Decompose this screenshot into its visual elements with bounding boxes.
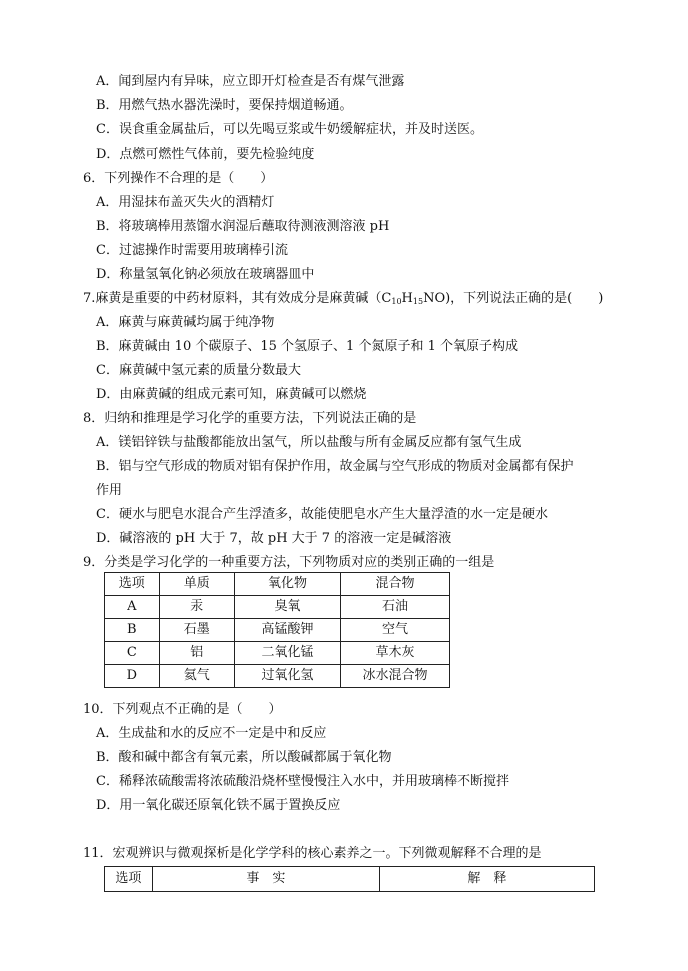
q5-option-b: B．用燃气热水器洗澡时，要保持烟道畅通。 — [96, 98, 353, 113]
table-row — [105, 619, 450, 642]
table-header-row — [105, 867, 595, 892]
table-cell: 氦气 — [159, 665, 234, 688]
table-cell: C — [105, 642, 160, 665]
table-header-cell: 选项 — [105, 867, 153, 892]
q6-option-a: A．用湿抹布盖灭失火的酒精灯 — [96, 195, 275, 210]
q7-option-b: B．麻黄碱由 10 个碳原子、15 个氢原子、1 个氮原子和 1 个氧原子构成 — [96, 339, 518, 354]
q10-option-c: C．稀释浓硫酸需将浓硫酸沿烧杯壁慢慢注入水中，并用玻璃棒不断搅拌 — [96, 774, 509, 789]
q10-option-b: B．酸和碱中都含有氧元素，所以酸碱都属于氧化物 — [96, 750, 392, 765]
table-cell: 汞 — [159, 596, 234, 619]
table-cell: 空气 — [340, 619, 449, 642]
table-cell: 高锰酸钾 — [234, 619, 340, 642]
q7-sub-carbon: 10 — [391, 297, 402, 306]
q7-stem-mid: H — [401, 291, 413, 306]
q7-sub-hydrogen: 15 — [412, 297, 424, 306]
table-header-row — [105, 573, 450, 596]
q5-option-c: C．误食重金属盐后，可以先喝豆浆或牛奶缓解症状，并及时送医。 — [96, 122, 483, 137]
table-cell: 铝 — [159, 642, 234, 665]
table-header-cell: 选项 — [105, 573, 160, 596]
q10-option-a: A．生成盐和水的反应不一定是中和反应 — [96, 726, 327, 741]
table-cell: 草木灰 — [340, 642, 449, 665]
table-header-cell: 事 实 — [152, 867, 379, 892]
table-row — [105, 665, 450, 688]
table-cell: 臭氧 — [234, 596, 340, 619]
q8-option-a: A．镁铝锌铁与盐酸都能放出氢气，所以盐酸与所有金属反应都有氢气生成 — [96, 435, 522, 450]
q9-table — [104, 572, 450, 688]
table-cell: 石墨 — [159, 619, 234, 642]
q5-option-a: A．闻到屋内有异味，应立即开灯检查是否有煤气泄露 — [96, 74, 405, 89]
q8-option-d: D．碱溶液的 pH 大于 7，故 pH 大于 7 的溶液一定是碱溶液 — [96, 531, 452, 546]
q7-option-a: A．麻黄与麻黄碱均属于纯净物 — [96, 315, 275, 330]
q8-stem: 8．归纳和推理是学习化学的重要方法，下列说法正确的是 — [83, 411, 417, 426]
q6-option-c: C．过滤操作时需要用玻璃棒引流 — [96, 243, 288, 258]
table-cell: 冰水混合物 — [340, 665, 449, 688]
q7-stem-pre: 7.麻黄是重要的中药材原料，其有效成分是麻黄碱（C — [83, 291, 392, 306]
q11-table — [104, 866, 595, 892]
q5-option-d: D．点燃可燃性气体前，要先检验纯度 — [96, 147, 315, 162]
table-header-cell: 混合物 — [340, 573, 449, 596]
q7-option-d: D．由麻黄碱的组成元素可知，麻黄碱可以燃烧 — [96, 387, 367, 402]
q11-stem: 11．宏观辨识与微观探析是化学学科的核心素养之一。下列微观解释不合理的是 — [83, 846, 542, 861]
table-row — [105, 642, 450, 665]
q8-option-b-cont: 作用 — [96, 483, 123, 498]
table-cell: B — [105, 619, 160, 642]
q7-stem — [83, 290, 603, 308]
table-row — [105, 596, 450, 619]
table-cell: A — [105, 596, 160, 619]
q8-option-c: C．硬水与肥皂水混合产生浮渣多，故能使肥皂水产生大量浮渣的水一定是硬水 — [96, 507, 548, 522]
table-cell: 石油 — [340, 596, 449, 619]
table-cell: 二氧化锰 — [234, 642, 340, 665]
q6-stem: 6．下列操作不合理的是（ ） — [83, 171, 274, 186]
q10-stem: 10．下列观点不正确的是（ ） — [83, 702, 282, 717]
q6-option-d: D．称量氢氧化钠必须放在玻璃器皿中 — [96, 267, 315, 282]
q8-option-b: B．铝与空气形成的物质对铝有保护作用，故金属与空气形成的物质对金属都有保护 — [96, 459, 574, 474]
q10-option-d: D．用一氧化碳还原氧化铁不属于置换反应 — [96, 798, 341, 813]
q7-option-c: C．麻黄碱中氢元素的质量分数最大 — [96, 363, 301, 378]
table-header-cell: 单质 — [159, 573, 234, 596]
table-cell: 过氧化氢 — [234, 665, 340, 688]
table-header-cell: 氧化物 — [234, 573, 340, 596]
table-header-cell: 解 释 — [379, 867, 594, 892]
table-cell: D — [105, 665, 160, 688]
q7-stem-post: NO)，下列说法正确的是( ) — [423, 291, 604, 306]
q6-option-b: B．将玻璃棒用蒸馏水润湿后蘸取待测液测溶液 pH — [96, 219, 390, 234]
q9-stem: 9．分类是学习化学的一种重要方法，下列物质对应的类别正确的一组是 — [83, 555, 495, 570]
